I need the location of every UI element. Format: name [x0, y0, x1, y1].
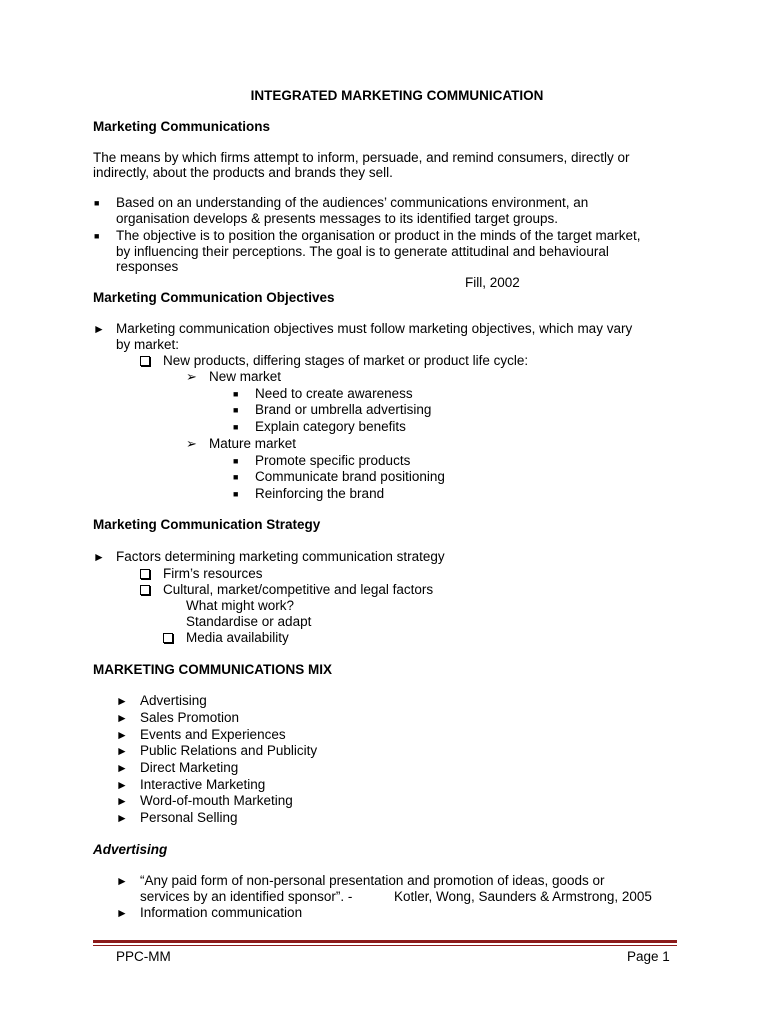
new-market-item: Explain category benefits [255, 419, 406, 434]
square-bullet-icon: ■ [94, 198, 100, 208]
triangle-bullet-icon: ► [116, 744, 128, 758]
new-market-item: Need to create awareness [255, 386, 413, 401]
bullet-1-line-1: Based on an understanding of the audiences’ communications environment, an [116, 195, 589, 210]
media-availability-text: Media availability [186, 630, 289, 645]
section-heading-marketing-communications: Marketing Communications [93, 119, 271, 134]
box-bullet-icon [140, 585, 150, 595]
section-heading-strategy: Marketing Communication Strategy [93, 517, 321, 532]
bullet-2-line-3: responses [116, 259, 179, 274]
triangle-bullet-icon: ► [116, 811, 128, 825]
square-bullet-icon: ■ [233, 456, 239, 466]
triangle-bullet-icon: ► [116, 874, 128, 888]
objectives-line-2: by market: [116, 337, 180, 352]
square-bullet-icon: ■ [233, 489, 239, 499]
footer-rule-thick [93, 940, 677, 943]
box-bullet-icon [163, 633, 173, 643]
advertising-quote-line-2: services by an identified sponsor”. - [140, 889, 353, 904]
what-might-work-text: What might work? [186, 598, 295, 613]
footer-left-text: PPC-MM [116, 949, 171, 964]
mix-item: Public Relations and Publicity [140, 743, 318, 758]
footer-rule-thin [93, 945, 677, 946]
mix-item: Advertising [140, 693, 207, 708]
bullet-1-line-2: organisation develops & presents messages to its identified target groups. [116, 211, 559, 226]
triangle-bullet-icon: ► [116, 794, 128, 808]
objectives-line-1: Marketing communication objectives must follow marketing objectives, which may vary [116, 321, 633, 336]
advertising-quote-citation: Kotler, Wong, Saunders & Armstrong, 2005 [394, 889, 652, 904]
firms-resources-text: Firm’s resources [163, 566, 263, 581]
square-bullet-icon: ■ [233, 389, 239, 399]
triangle-bullet-icon: ► [116, 694, 128, 708]
new-products-text: New products, differing stages of market or product life cycle: [163, 353, 529, 368]
triangle-bullet-icon: ► [116, 728, 128, 742]
triangle-bullet-icon: ► [116, 711, 128, 725]
square-bullet-icon: ■ [233, 422, 239, 432]
strategy-factors-text: Factors determining marketing communication strategy [116, 549, 445, 564]
mix-item: Direct Marketing [140, 760, 239, 775]
intro-line-2: indirectly, about the products and brands they sell. [93, 165, 393, 180]
mix-item: Sales Promotion [140, 710, 240, 725]
bullet-2-line-1: The objective is to position the organisation or product in the minds of the target market, [116, 228, 641, 243]
bullet-2-line-2: by influencing their perceptions. The goal is to generate attitudinal and behavioural [116, 244, 609, 259]
square-bullet-icon: ■ [233, 405, 239, 415]
section-heading-mix: MARKETING COMMUNICATIONS MIX [93, 662, 332, 677]
mix-item: Word-of-mouth Marketing [140, 793, 293, 808]
arrowhead-bullet-icon: ➢ [186, 369, 197, 384]
triangle-bullet-icon: ► [116, 778, 128, 792]
mix-item: Personal Selling [140, 810, 238, 825]
arrowhead-bullet-icon: ➢ [186, 436, 197, 451]
section-heading-objectives: Marketing Communication Objectives [93, 290, 335, 305]
standardise-text: Standardise or adapt [186, 614, 312, 629]
new-market-item: Brand or umbrella advertising [255, 402, 432, 417]
triangle-bullet-icon: ► [116, 761, 128, 775]
box-bullet-icon [140, 569, 150, 579]
mature-market-item: Communicate brand positioning [255, 469, 445, 484]
triangle-bullet-icon: ► [116, 906, 128, 920]
section-heading-advertising: Advertising [93, 842, 168, 857]
cultural-factors-text: Cultural, market/competitive and legal factors [163, 582, 434, 597]
citation: Fill, 2002 [465, 275, 520, 290]
triangle-bullet-icon: ► [93, 550, 105, 564]
triangle-bullet-icon: ► [93, 322, 105, 336]
footer-page-number: Page 1 [627, 949, 670, 964]
square-bullet-icon: ■ [233, 472, 239, 482]
mature-market-item: Promote specific products [255, 453, 411, 468]
new-market-label: New market [209, 369, 282, 384]
box-bullet-icon [140, 356, 150, 366]
advertising-quote-line-1: “Any paid form of non-personal presentation and promotion of ideas, goods or [140, 873, 605, 888]
mature-market-label: Mature market [209, 436, 297, 451]
intro-line-1: The means by which firms attempt to inform, persuade, and remind consumers, directly or [93, 150, 630, 165]
mix-item: Interactive Marketing [140, 777, 266, 792]
mix-item: Events and Experiences [140, 727, 286, 742]
mature-market-item: Reinforcing the brand [255, 486, 385, 501]
information-communication-text: Information communication [140, 905, 303, 920]
square-bullet-icon: ■ [94, 231, 100, 241]
document-title: INTEGRATED MARKETING COMMUNICATION [250, 88, 544, 103]
